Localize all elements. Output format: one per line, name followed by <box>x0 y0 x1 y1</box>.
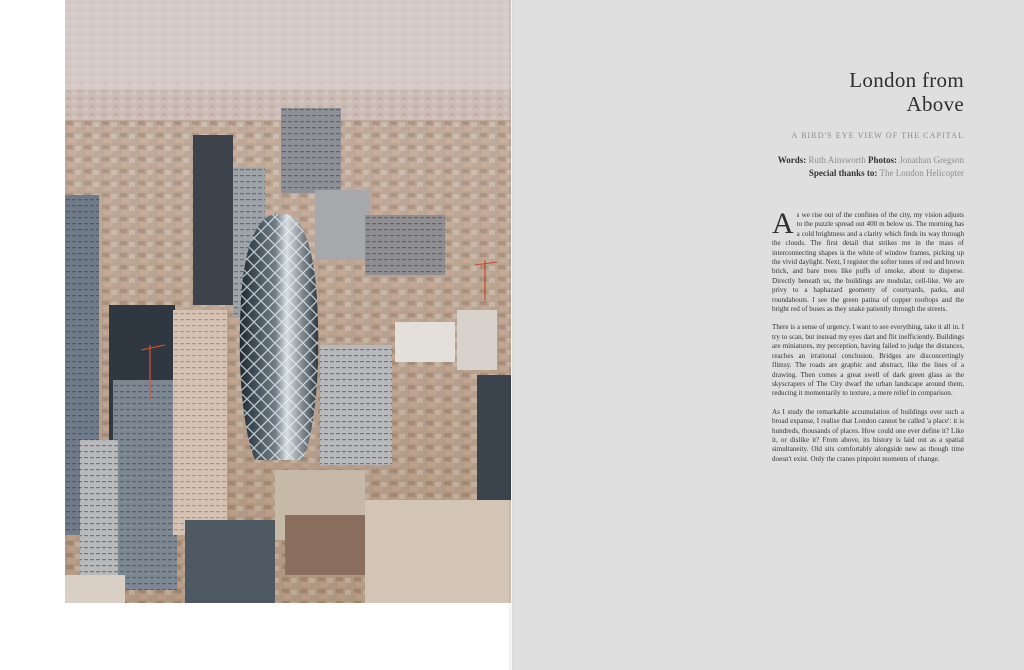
aerial-city-photo <box>65 0 511 603</box>
photos-value: Jonathan Gregson <box>899 155 964 165</box>
credits-line-1 <box>634 154 964 167</box>
words-label: Words: <box>777 155 807 165</box>
article-title <box>704 68 964 116</box>
article-title-line-1: London from <box>849 68 964 92</box>
gherkin-tower <box>240 214 318 460</box>
credits-line-2 <box>634 167 964 180</box>
paragraph-3: As I study the remarkable accumulation of buildings over such a broad expanse, I realise that London cannot be called 'a place': it is hundreds, thousands of places. How could one ever define it? Like it, or dislike it? From above, its history is laid out as a spatial simultaneity. Old sits comfortably alongside new as though time doesn't exist. Only the cranes pinpoint moments of change. <box>772 407 964 463</box>
paragraph-1 <box>772 207 964 314</box>
paragraph-2: There is a sense of urgency. I want to see everything, take it all in. I try to scan, but instead my eyes dart and flit inefficiently. Buildings are miniatures, my perception, having failed to judge the distances, reaches an irrational conclusion. Bridges are disconcertingly flimsy. The roads are graphic and abstract, like the lines of a drawing. Then comes a great swell of dark green glass as the skyscrapers of The City dwarf the urban landscape around them, reducing it momentarily to texture, a mere relief in comparison. <box>772 323 964 398</box>
drop-cap: A <box>772 207 794 240</box>
article-subtitle: A BIRD'S EYE VIEW OF THE CAPITAL <box>791 131 964 140</box>
article-body <box>772 207 964 473</box>
aerial-photo-illustration <box>65 0 511 603</box>
words-value: Ruth Ainsworth <box>808 155 866 165</box>
article-title-line-2: Above <box>906 92 964 116</box>
article-credits <box>634 154 964 180</box>
thanks-label: Special thanks to: <box>808 168 878 178</box>
page-gutter <box>509 0 515 670</box>
thanks-value: The London Helicopter <box>879 168 964 178</box>
paragraph-1-text: s we rise out of the confines of the city, my vision adjusts to the puzzle spread out 400 m below us. The morning has a cold brightness and a clarity which finds its way through the clouds. The first detail that strikes me in the mass of interconnecting shapes is the white of window frames, picking up the vivid daylight. Next, I register the softer tones of red and brown brick, and bare trees like puffs of smoke, about to disperse. Directly beneath us, the buildings are modular, cell-like. We are privy to a haphazard geometry of courtyards, parks, and roundabouts. I see the green patina of copper rooftops and the bright red of buses as they snake patiently through the streets. <box>772 211 964 314</box>
photos-label: Photos: <box>868 155 897 165</box>
